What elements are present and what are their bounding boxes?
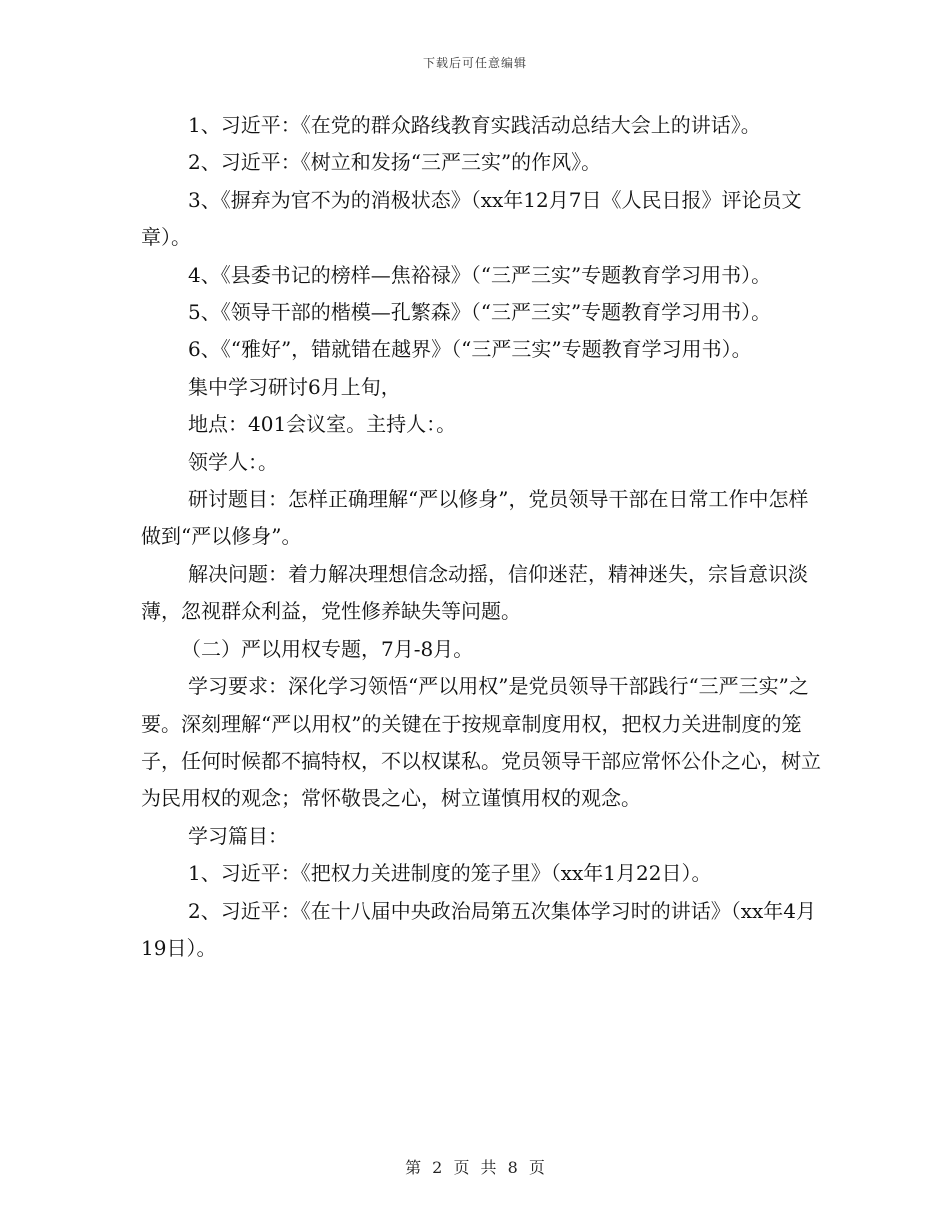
discussion-topic: 研讨题目：怎样正确理解“严以修身”，党员领导干部在日常工作中怎样做到“严以修身”。 <box>141 487 809 549</box>
reading-item-5: 5、《领导干部的楷模—孔繁森》（“三严三实”专题教育学习用书）。 <box>188 300 772 325</box>
reading-item-2: 2、习近平：《树立和发扬“三严三实”的作风》。 <box>188 150 602 175</box>
study-session-leader: 领学人：。 <box>188 449 278 474</box>
reading-item-power-2: 2、习近平：《在十八届中央政治局第五次集体学习时的讲话》（xx年4月19日）。 <box>141 898 817 960</box>
reading-item-1: 1、习近平：《在党的群众路线教育实践活动总结大会上的讲话》。 <box>188 113 761 137</box>
problems-to-solve: 解决问题：着力解决理想信念动摇，信仰迷茫，精神迷失，宗旨意识淡薄，忽视群众利益，党性修养缺失等问题。 <box>141 561 808 624</box>
page-number: 第 2 页 共 8 页 <box>405 1158 545 1177</box>
reading-item-6: 6、《“雅好”，错就错在越界》（“三严三实”专题教育学习用书）。 <box>188 337 752 362</box>
reading-item-3: 3、《摒弃为官不为的消极状态》（xx年12月7日《人民日报》评论员文章）。 <box>141 187 802 250</box>
study-session-time: 集中学习研讨6月上旬， <box>188 374 401 399</box>
section-heading-power: （二）严以用权专题，7月-8月。 <box>181 636 474 661</box>
study-list-heading: 学习篇目： <box>188 823 288 848</box>
reading-item-power-1: 1、习近平：《把权力关进制度的笼子里》（xx年1月22日）。 <box>188 861 712 886</box>
study-session-location: 地点：401会议室。主持人：。 <box>188 412 457 437</box>
document-body <box>141 107 821 967</box>
study-requirements: 学习要求：深化学习领悟“严以用权”是党员领导干部践行“三严三实”之要。深刻理解“严以用权”的关键在于按规章制度用权，把权力关进制度的笼子，任何时候都不搞特权，不以权谋私。党员领导干部应常怀公仆之心，树立为民用权的观念；常怀敬畏之心，树立谨慎用权的观念。 <box>141 674 821 811</box>
reading-item-4: 4、《县委书记的榜样—焦裕禄》（“三严三实”专题教育学习用书）。 <box>188 262 772 287</box>
page-header-note: 下载后可任意编辑 <box>422 56 527 70</box>
